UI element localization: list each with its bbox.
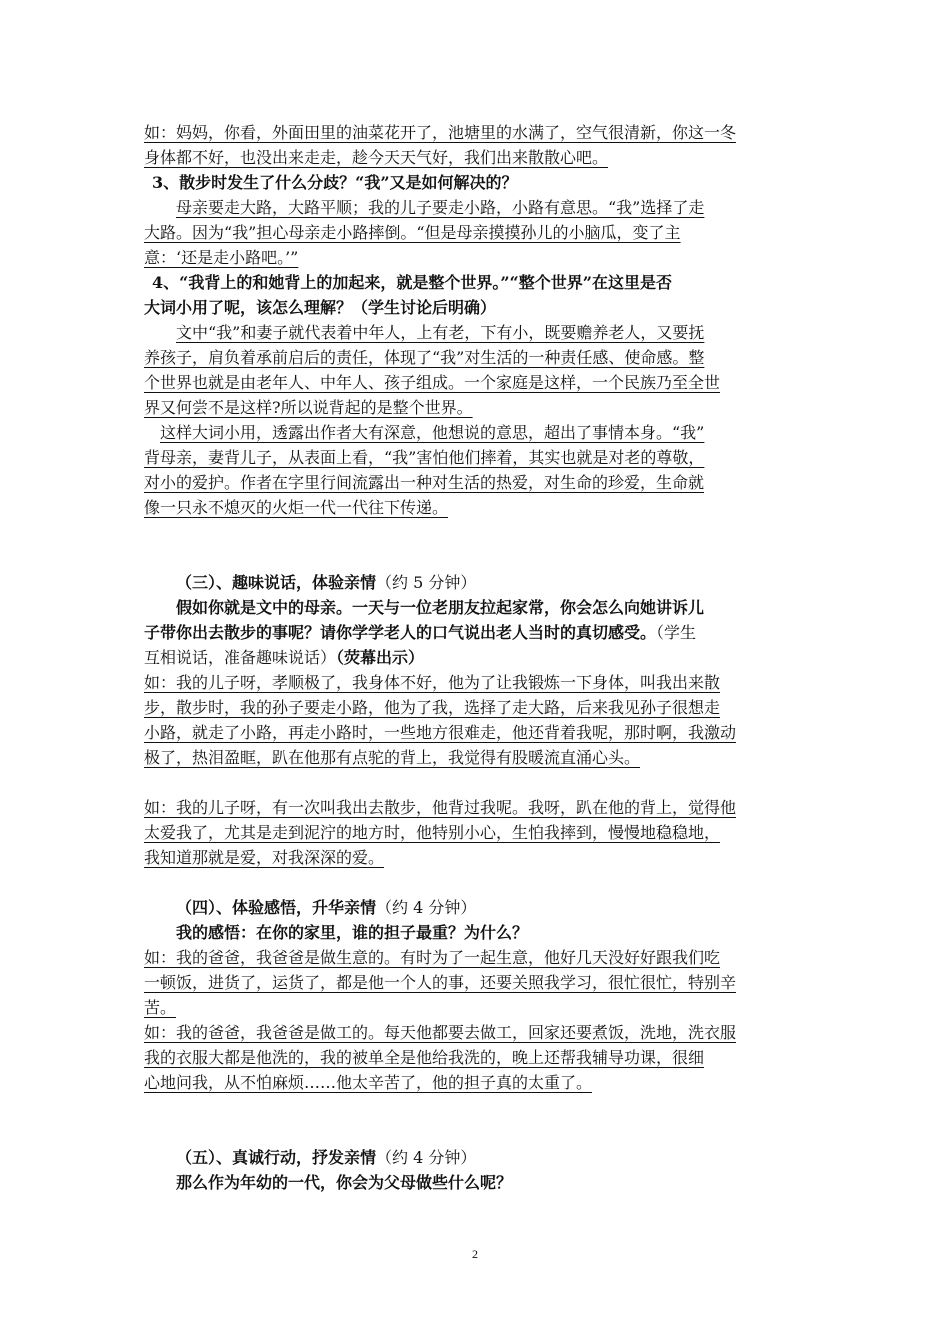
text-line: 对小的爱护。作者在字里行间流露出一种对生活的热爱，对生命的珍爱，生命就 xyxy=(144,473,705,492)
text-line: 大路。因为“我”担心母亲走小路摔倒。“但是母亲摸摸孙儿的小脑瓜，变了主 xyxy=(144,223,681,242)
text-line: 文中“我”和妻子就代表着中年人，上有老，下有小，既要赡养老人，又要抚 xyxy=(176,323,705,342)
text-line: 如：我的儿子呀，有一次叫我出去散步，他背过我呢。我呀，趴在他的背上，觉得他 xyxy=(144,798,737,817)
text-line: 子带你出去散步的事呢？请你学学老人的口气说出老人当时的真切感受。（学生 xyxy=(144,623,697,642)
text-line: 如：我的爸爸，我爸爸是做工的。每天他都要去做工，回家还要煮饭，洗地，洗衣服 xyxy=(144,1023,737,1042)
text-line: 像一只永不熄灭的火炬一代一代往下传递。 xyxy=(144,498,449,517)
document-page xyxy=(144,120,808,1195)
text-line: 我知道那就是爱，对我深深的爱。 xyxy=(144,848,385,867)
page-number: 2 xyxy=(472,1247,478,1261)
text-line: 心地问我，从不怕麻烦……他太辛苦了，他的担子真的太重了。 xyxy=(144,1073,593,1092)
text-line: 苦。 xyxy=(144,998,177,1017)
section-heading: （四）、体验感悟，升华亲情（约 4 分钟） xyxy=(176,898,477,917)
section-heading: （五）、真诚行动，抒发亲情（约 4 分钟） xyxy=(176,1148,477,1167)
text-line: 极了，热泪盈眶，趴在他那有点驼的背上，我觉得有股暖流直涌心头。 xyxy=(144,748,641,767)
text-line: 步，散步时，我的孙子要走小路，他为了我，选择了走大路，后来我见孙子很想走 xyxy=(144,698,721,717)
text-line: 意：‘还是走小路吧。’” xyxy=(144,248,299,267)
text-line: 小路，就走了小路，再走小路时，一些地方很难走，他还背着我呢，那时啊，我激动 xyxy=(144,723,737,742)
text-line: 身体都不好，也没出来走走，趁今天天气好，我们出来散散心吧。 xyxy=(144,148,609,167)
question-heading: 大词小用了呢，该怎么理解？（学生讨论后明确） xyxy=(144,298,497,317)
text-line: 互相说话，准备趣味说话）（荧幕出示） xyxy=(144,648,425,667)
text-line: 我的衣服大都是他洗的，我的被单全是他给我洗的，晚上还帮我辅导功课，很细 xyxy=(144,1048,705,1067)
question-heading: 3、散步时发生了什么分歧？“我”又是如何解决的？ xyxy=(152,173,518,192)
text-line: 这样大词小用，透露出作者大有深意，他想说的意思，超出了事情本身。“我” xyxy=(160,423,705,442)
text-line: 如：妈妈，你看，外面田里的油菜花开了，池塘里的水满了，空气很清新，你这一冬 xyxy=(144,123,737,142)
text-line: 如：我的爸爸，我爸爸是做生意的。有时为了一起生意，他好几天没好好跟我们吃 xyxy=(144,948,721,967)
spacer xyxy=(144,770,808,795)
text-line: 界又何尝不是这样?所以说背起的是整个世界。 xyxy=(144,398,473,417)
text-line: 太爱我了，尤其是走到泥泞的地方时，他特别小心，生怕我摔到，慢慢地稳稳地， xyxy=(144,823,721,842)
section-heading: （三）、趣味说话，体验亲情（约 5 分钟） xyxy=(176,573,477,592)
text-line: 我的感悟：在你的家里，谁的担子最重？为什么？ xyxy=(176,923,529,942)
spacer xyxy=(144,520,808,570)
text-line: 个世界也就是由老年人、中年人、孩子组成。一个家庭是这样，一个民族乃至全世 xyxy=(144,373,721,392)
text-line: 假如你就是文中的母亲。一天与一位老朋友拉起家常，你会怎么向她讲诉儿 xyxy=(176,598,705,617)
spacer xyxy=(144,1095,808,1145)
text-line: 一顿饭，进货了，运货了，都是他一个人的事，还要关照我学习，很忙很忙，特别辛 xyxy=(144,973,737,992)
question-heading: 4、“我背上的和她背上的加起来，就是整个世界。”“整个世界”在这里是否 xyxy=(152,273,672,292)
text-line: 养孩子，肩负着承前启后的责任，体现了“我”对生活的一种责任感、使命感。整 xyxy=(144,348,705,367)
text-line: 那么作为年幼的一代，你会为父母做些什么呢？ xyxy=(176,1173,513,1192)
text-line: 母亲要走大路，大路平顺；我的儿子要走小路，小路有意思。“我”选择了走 xyxy=(176,198,705,217)
spacer xyxy=(144,870,808,895)
text-line: 如：我的儿子呀，孝顺极了，我身体不好，他为了让我锻炼一下身体，叫我出来散 xyxy=(144,673,721,692)
text-line: 背母亲，妻背儿子，从表面上看，“我”害怕他们摔着，其实也就是对老的尊敬， xyxy=(144,448,705,467)
